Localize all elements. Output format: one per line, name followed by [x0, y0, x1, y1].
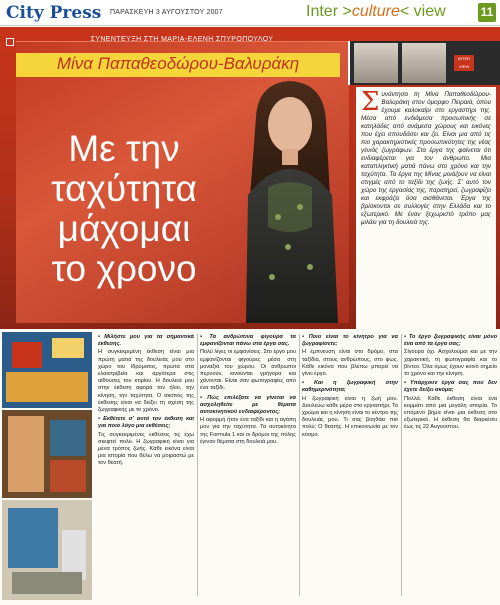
headline-line: Με την	[68, 128, 180, 169]
answer: Τις συγκεκριμένες εκθέσεις τις έχω σκεφτεί πολύ. Η ζωγραφική είναι για μένα τρόπος ζωής. Κάθε εικόνα είναι μια ιστορία που θέλω να μοιραστώ με τον θεατή.	[98, 431, 194, 467]
newspaper-brand: City Press	[6, 3, 102, 23]
artist-name-band	[16, 53, 340, 77]
article-column	[98, 332, 194, 600]
answer: Η έμπνευση είναι στο δρόμο, στα ταξίδια, στους ανθρώπους, στο φως. Κάθε εικόνα που βλέπω μπορεί να γίνει έργο.	[302, 349, 398, 378]
answer: Σίγουρα όχι. Ασχολούμαι και με την χαρακτική, τη φωτογραφία και το βίντεο. Όλα όμως έχουν κοινό σημείο το χρόνο και την κίνηση.	[404, 349, 497, 378]
question: • Τα ανθρώπινα φιγούρα τα εμφανίζονται πάνω στα έργα σας.	[200, 334, 296, 348]
artist-portrait-photo	[228, 77, 350, 323]
headline	[14, 129, 234, 289]
thumbnail-strip	[348, 41, 500, 85]
page-number: 11	[478, 3, 496, 22]
question: • Και η ζωγραφική στην καθημερινότητα;	[302, 380, 398, 394]
column-divider	[401, 334, 402, 596]
intro-text: Συνάντησα τη Μίνα Παπαθεοδώρου-Βαλυράκη στον όμορφο Πειραιά, όπου έχουμε καλοκαίρι στο εργαστήρι της. Μέσα από ενδιάμεσα προσωπικής σε κατηλάδες από ανάμεσα χώρους και εικόνες που έχει σπουδάσει και ζει. Είναι μια από τις πιο χαρακτηριστικές προσωπικότητες της νέας γενιάς ζωγράφων. Στα έργα της φαίνεται ότι ενδιαφέρεται για τον άνθρωπο. Μια καταπληκτική ματιά πάνω στο χρόνο και την ταχύτητα. Τα έργα της Μίνας μοιάζουν να είναι στιγμές από το ταξίδι της ζωής. Σ' αυτό τον χώρο της εργασίας της, παρατηρεί, ζωγραφίζει και εκφράζει όσα αισθάνεται. Έργα της βρίσκονται σε συλλογές στην Ελλάδα και το εξωτερικό. Με έναν ξεχωριστό τρόπο μας μιλάει για τη δουλειά της.	[361, 87, 491, 226]
headline-line: ταχύτητα	[51, 168, 197, 209]
interview-badge: INTER VIEW	[454, 55, 474, 71]
article-column	[200, 332, 296, 600]
masthead	[0, 0, 500, 26]
answer: Η συγκεκριμένη έκθεση είναι μια πρώτη ματιά της δουλειάς μου στο χώρο του Ιδρύματος, πρώτα στα ελαιοτριβεία και αργότερα στις αίθουσες του κτιρίου. Η δουλειά μου στην έκθεση αφορά τον ήλιο, την κίνηση, την ταχύτητα. Ο σκοπός της έκθεσης είναι να δείξει τη σχέση της ζωγραφικής με το χρόνο.	[98, 349, 194, 414]
hero-banner	[0, 27, 500, 329]
issue-date: ΠΑΡΑΣΚΕΥΗ 3 ΑΥΓΟΥΣΤΟΥ 2007	[110, 9, 223, 16]
drop-cap: Σ	[361, 87, 380, 117]
article-column	[404, 332, 497, 600]
column-divider	[299, 334, 300, 596]
answer: Πολλά. Κάθε έκθεση είναι ένα κομμάτι από μια μεγάλη ιστορία. Το επόμενο βήμα είναι μια έκθεση στο εξωτερικό. Η έκθεση θα διαρκέσει έως τις 22 Αυγούστου.	[404, 395, 497, 431]
question: • Εκθέτετε σ' αυτό τον έκθεση και για ποιο λόγο μια εκθέσεις;	[98, 416, 194, 430]
column-divider	[197, 334, 198, 596]
artwork-photo	[2, 332, 92, 408]
artwork-photo	[2, 500, 92, 600]
intro-column	[356, 87, 496, 329]
article-column	[302, 332, 398, 600]
answer: Πολύ λίγες οι εμφανίσεις. Στο έργο μου εμφανίζονται φιγούρες μέσα στη μοναξιά του χώρου. Οι άνθρωποι περνούν, κινούνται γρήγορα και χάνονται. Είναι σαν φωτογραφίες από ένα ταξίδι.	[200, 349, 296, 392]
answer: Η ζωγραφική είναι η ζωή μου. Δουλεύω κάθε μέρα στο εργαστήρι. Το χρώμα και η κίνηση είναι το κέντρο της δουλειάς μου. Τι σας βοηθάει πιο πολύ; Ο θεατής. Η επικοινωνία με τον κόσμο.	[302, 395, 398, 438]
artwork-photo	[2, 410, 92, 498]
thumbnail-photo	[354, 43, 398, 83]
artist-name: Μίνα Παπαθεοδώρου-Βαλυράκη	[56, 54, 300, 73]
byline: ΣΥΝΕΝΤΕΥΞΗ ΣΤΗ ΜΑΡΙΑ-ΕΛΕΝΗ ΣΠΥΡΟΠΟΥΛΟΥ	[90, 36, 274, 43]
question: • Το έργο ζωγραφικής είναι μόνο ένα από τα έργα σας;	[404, 334, 497, 348]
section-title: Inter >culture< view	[306, 3, 446, 20]
headline-line: το χρονο	[51, 248, 197, 289]
article-body	[0, 330, 500, 605]
question: • Μιλήστε μου για τα σημαντικά έκθεσης.	[98, 334, 194, 348]
thumbnail-photo	[402, 43, 446, 83]
question: • Υπάρχουν έργα σας που δεν έχετε δείξει ακόμα;	[404, 380, 497, 394]
answer: Η αφορμή ήταν ένα ταξίδι και η αγάπη μου για την ταχύτητα. Τα αυτοκίνητα της Formula 1 και οι δρόμοι της πόλης έγιναν θέματα στη δουλειά μου.	[200, 417, 296, 445]
byline-marker-icon	[6, 38, 14, 46]
headline-line: μάχομαι	[57, 208, 191, 249]
question: • Ποιο είναι το κίνητρο για να ζωγραφίσετε;	[302, 334, 398, 348]
question: • Πώς επιλέξατε να γίνεται να ασχοληθείτε με θέματα αυτοκινητικού ενδιαφέροντος;	[200, 394, 296, 416]
artwork-photos	[0, 330, 94, 602]
